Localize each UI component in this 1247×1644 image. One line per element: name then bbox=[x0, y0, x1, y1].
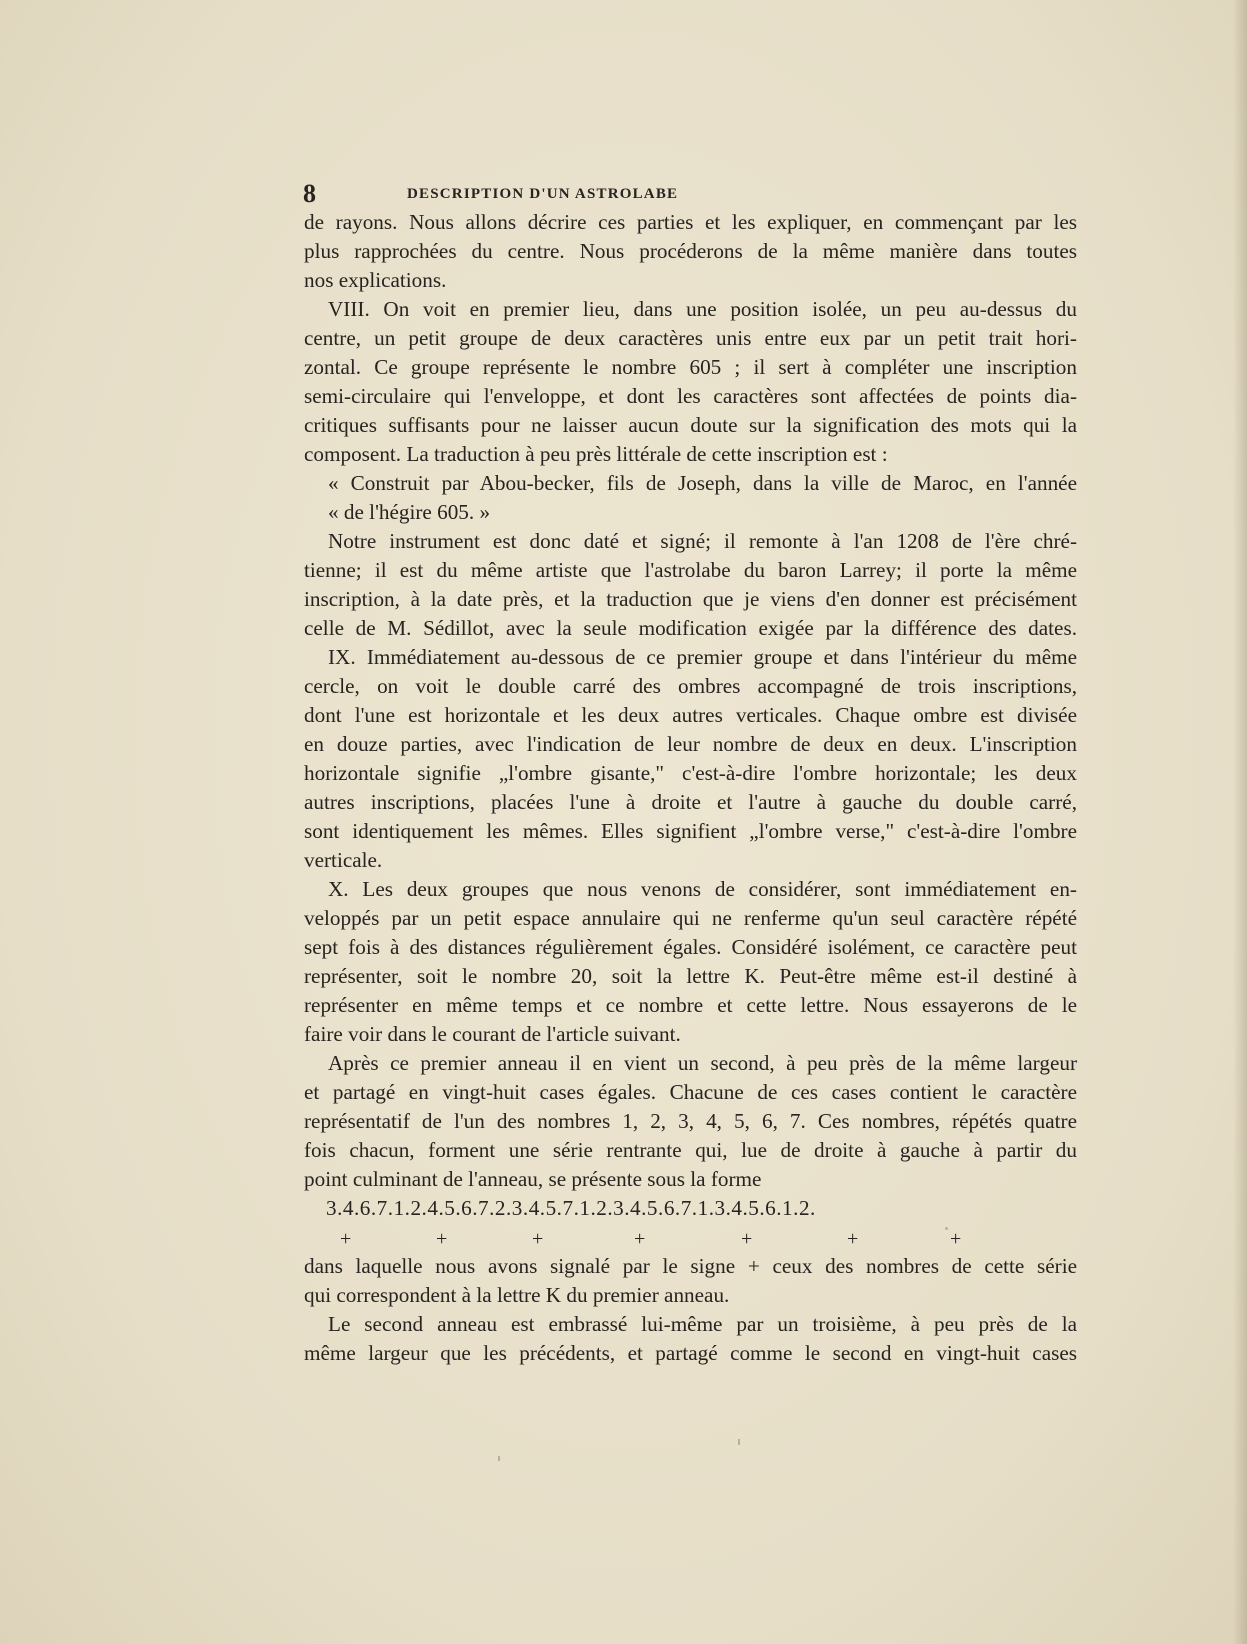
text-line: X. Les deux groupes que nous venons de considérer, sont immédiatement en- bbox=[328, 877, 1077, 901]
text-line: tienne; il est du même artiste que l'astrolabe du baron Larrey; il porte la même bbox=[304, 558, 1077, 582]
text-line: VIII. On voit en premier lieu, dans une position isolée, un peu au-dessus du bbox=[328, 297, 1077, 321]
text-line: veloppés par un petit espace annulaire qui ne renferme qu'un seul caractère répété bbox=[304, 906, 1077, 930]
plus-mark: + bbox=[847, 1228, 859, 1250]
text-line: critiques suffisants pour ne laisser aucun doute sur la signification des mots qui la bbox=[304, 413, 1077, 437]
text-line: dont l'une est horizontale et les deux autres verticales. Chaque ombre est divisée bbox=[304, 703, 1077, 727]
text-line: dans laquelle nous avons signalé par le signe + ceux des nombres de cette série bbox=[304, 1254, 1077, 1278]
text-line: en douze parties, avec l'indication de leur nombre de deux en deux. L'inscription bbox=[304, 732, 1077, 756]
text-line: représenter en même temps et ce nombre et cette lettre. Nous essayerons de le bbox=[304, 993, 1077, 1017]
plus-sign-row bbox=[304, 1223, 1077, 1252]
text-line: même largeur que les précédents, et partagé comme le second en vingt-huit cases bbox=[304, 1341, 1077, 1365]
page-edge-shadow bbox=[1233, 0, 1247, 1644]
text-line: composent. La traduction à peu près littérale de cette inscription est : bbox=[304, 442, 888, 466]
running-title: DESCRIPTION D'UN ASTROLABE bbox=[407, 186, 679, 202]
text-line: qui correspondent à la lettre K du premier anneau. bbox=[304, 1283, 730, 1307]
number-series: 3.4.6.7.1.2.4.5.6.7.2.3.4.5.7.1.2.3.4.5.6.7.1.3.4.5.6.1.2. bbox=[326, 1196, 816, 1220]
plus-mark: + bbox=[436, 1228, 448, 1250]
paper-speck bbox=[498, 1456, 500, 1461]
paper-speck bbox=[945, 1227, 948, 1230]
text-line: « de l'hégire 605. » bbox=[328, 500, 491, 524]
text-line: plus rapprochées du centre. Nous procéderons de la même manière dans toutes bbox=[304, 239, 1077, 263]
text-line: Le second anneau est embrassé lui-même par un troisième, à peu près de la bbox=[328, 1312, 1077, 1336]
text-line: autres inscriptions, placées l'une à droite et l'autre à gauche du double carré, bbox=[304, 790, 1077, 814]
text-line: fois chacun, forment une série rentrante qui, lue de droite à gauche à partir du bbox=[304, 1138, 1077, 1162]
plus-mark: + bbox=[532, 1228, 544, 1250]
text-line: cercle, on voit le double carré des ombres accompagné de trois inscriptions, bbox=[304, 674, 1077, 698]
text-line: point culminant de l'anneau, se présente sous la forme bbox=[304, 1167, 762, 1191]
page-header bbox=[303, 179, 1063, 208]
text-line: sont identiquement les mêmes. Elles signifient „l'ombre verse," c'est-à-dire l'ombre bbox=[304, 819, 1077, 843]
text-line: zontal. Ce groupe représente le nombre 605 ; il sert à compléter une inscription bbox=[304, 355, 1077, 379]
text-line: verticale. bbox=[304, 848, 383, 872]
plus-mark: + bbox=[741, 1228, 753, 1250]
plus-mark: + bbox=[634, 1228, 646, 1250]
text-line: nos explications. bbox=[304, 268, 447, 292]
page-number: 8 bbox=[303, 179, 316, 208]
text-line: et partagé en vingt-huit cases égales. Chacune de ces cases contient le caractère bbox=[304, 1080, 1077, 1104]
text-line: IX. Immédiatement au-dessous de ce premier groupe et dans l'intérieur du même bbox=[328, 645, 1077, 669]
text-line: représentatif de l'un des nombres 1, 2, 3, 4, 5, 6, 7. Ces nombres, répétés quatre bbox=[304, 1109, 1077, 1133]
plus-mark: + bbox=[950, 1228, 962, 1250]
paragraph-block bbox=[304, 208, 1077, 1194]
paragraph-block-after bbox=[304, 1252, 1077, 1368]
text-line: représenter, soit le nombre 20, soit la lettre K. Peut-être même est-il destiné à bbox=[304, 964, 1077, 988]
text-line: centre, un petit groupe de deux caractères unis entre eux par un petit trait hori- bbox=[304, 326, 1077, 350]
text-line: « Construit par Abou-becker, fils de Joseph, dans la ville de Maroc, en l'année bbox=[328, 471, 1077, 495]
text-line: Notre instrument est donc daté et signé; il remonte à l'an 1208 de l'ère chré- bbox=[328, 529, 1077, 553]
text-line: semi-circulaire qui l'enveloppe, et dont les caractères sont affectées de points dia- bbox=[304, 384, 1077, 408]
text-line: de rayons. Nous allons décrire ces parties et les expliquer, en commençant par les bbox=[304, 210, 1077, 234]
paper-speck bbox=[738, 1439, 740, 1445]
text-line: inscription, à la date près, et la traduction que je viens d'en donner est précisément bbox=[304, 587, 1077, 611]
text-line: Après ce premier anneau il en vient un second, à peu près de la même largeur bbox=[328, 1051, 1077, 1075]
text-line: sept fois à des distances régulièrement égales. Considéré isolément, ce caractère peut bbox=[304, 935, 1077, 959]
body-text bbox=[304, 208, 1077, 1368]
plus-mark: + bbox=[340, 1228, 352, 1250]
text-line: celle de M. Sédillot, avec la seule modification exigée par la différence des dates. bbox=[304, 616, 1077, 640]
text-line: faire voir dans le courant de l'article suivant. bbox=[304, 1022, 681, 1046]
text-line: horizontale signifie „l'ombre gisante," c'est-à-dire l'ombre horizontale; les deux bbox=[304, 761, 1077, 785]
